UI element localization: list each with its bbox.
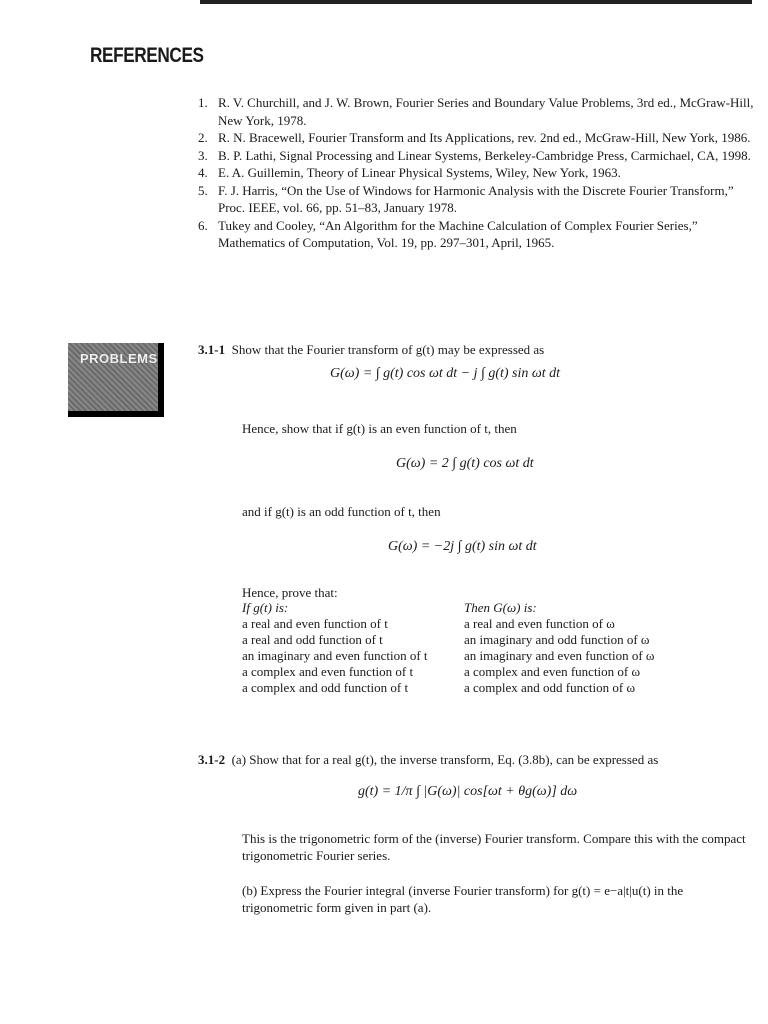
problem-3-1-2-part-a: 3.1-2 (a) Show that for a real g(t), the inverse transform, Eq. (3.8b), can be expressed as — [198, 752, 659, 767]
table-cell: an imaginary and odd function of ω — [464, 632, 650, 647]
table-cell: an imaginary and even function of ω — [464, 648, 655, 663]
table-cell: a complex and even function of ω — [464, 664, 641, 679]
top-rule — [200, 0, 752, 4]
reference-item: 6. Tukey and Cooley, “An Algorithm for the Machine Calculation of Complex Fourier Series,” Mathematics of Computation, Vol. 19, pp. 297–301, April, 1965. — [198, 217, 698, 250]
table-cell: a complex and odd function of ω — [464, 680, 636, 695]
trig-form-text: This is the trigonometric form of the (inverse) Fourier transform. Compare this with the compact trigonometric Fourier series. — [242, 831, 746, 863]
problem-3-1-1-intro: 3.1-1 Show that the Fourier transform of g(t) may be expressed as — [198, 342, 545, 357]
problem-number: 3.1-2 — [198, 752, 226, 767]
table-cell: an imaginary and even function of t — [242, 648, 428, 663]
table-cell: a real and odd function of t — [242, 632, 383, 647]
even-function-text: Hence, show that if g(t) is an even function of t, then — [242, 421, 517, 436]
equation-3: G(ω) = −2j ∫ g(t) sin ωt dt — [388, 539, 537, 554]
prove-text: Hence, prove that: — [242, 585, 338, 600]
condition-column — [242, 600, 464, 696]
problem-3-1-2-part-b: (b) Express the Fourier integral (inverse Fourier transform) for g(t) = e−a|t|u(t) in the trigonometric form given in part (a). — [242, 883, 684, 915]
reference-item: 5. F. J. Harris, “On the Use of Windows for Harmonic Analysis with the Discrete Fourier Transform,” Proc. IEEE, vol. 66, pp. 51–83, January 1978. — [198, 182, 734, 215]
odd-function-text: and if g(t) is an odd function of t, then — [242, 504, 441, 519]
problem-number: 3.1-1 — [198, 342, 226, 357]
reference-item: 1. R. V. Churchill, and J. W. Brown, Fourier Series and Boundary Value Problems, 3rd ed., McGraw-Hill, New York, 1978. — [198, 95, 754, 128]
equation-1: G(ω) = ∫ g(t) cos ωt dt − j ∫ g(t) sin ωt dt — [330, 366, 561, 381]
reference-item: 3. B. P. Lathi, Signal Processing and Linear Systems, Berkeley-Cambridge Press, Carmichael, CA, 1998. — [198, 147, 751, 163]
result-column — [464, 600, 704, 696]
reference-item: 4. E. A. Guillemin, Theory of Linear Physical Systems, Wiley, New York, 1963. — [198, 165, 621, 180]
problems-badge-label: PROBLEMS — [80, 351, 158, 366]
references-heading: REFERENCES — [90, 44, 204, 67]
table-cell: a complex and odd function of t — [242, 680, 409, 695]
problems-badge — [68, 343, 164, 417]
equation-2: G(ω) = 2 ∫ g(t) cos ωt dt — [396, 456, 534, 471]
table-cell: a complex and even function of t — [242, 664, 414, 679]
table-cell: a real and even function of ω — [464, 616, 615, 631]
equation-4: g(t) = 1/π ∫ |G(ω)| cos[ωt + θg(ω)] dω — [358, 784, 578, 799]
column-header: Then G(ω) is: — [464, 600, 537, 615]
column-header: If g(t) is: — [242, 600, 289, 615]
reference-list — [198, 94, 754, 252]
table-cell: a real and even function of t — [242, 616, 388, 631]
reference-item: 2. R. N. Bracewell, Fourier Transform and Its Applications, rev. 2nd ed., McGraw-Hill, New York, 1986. — [198, 130, 751, 145]
